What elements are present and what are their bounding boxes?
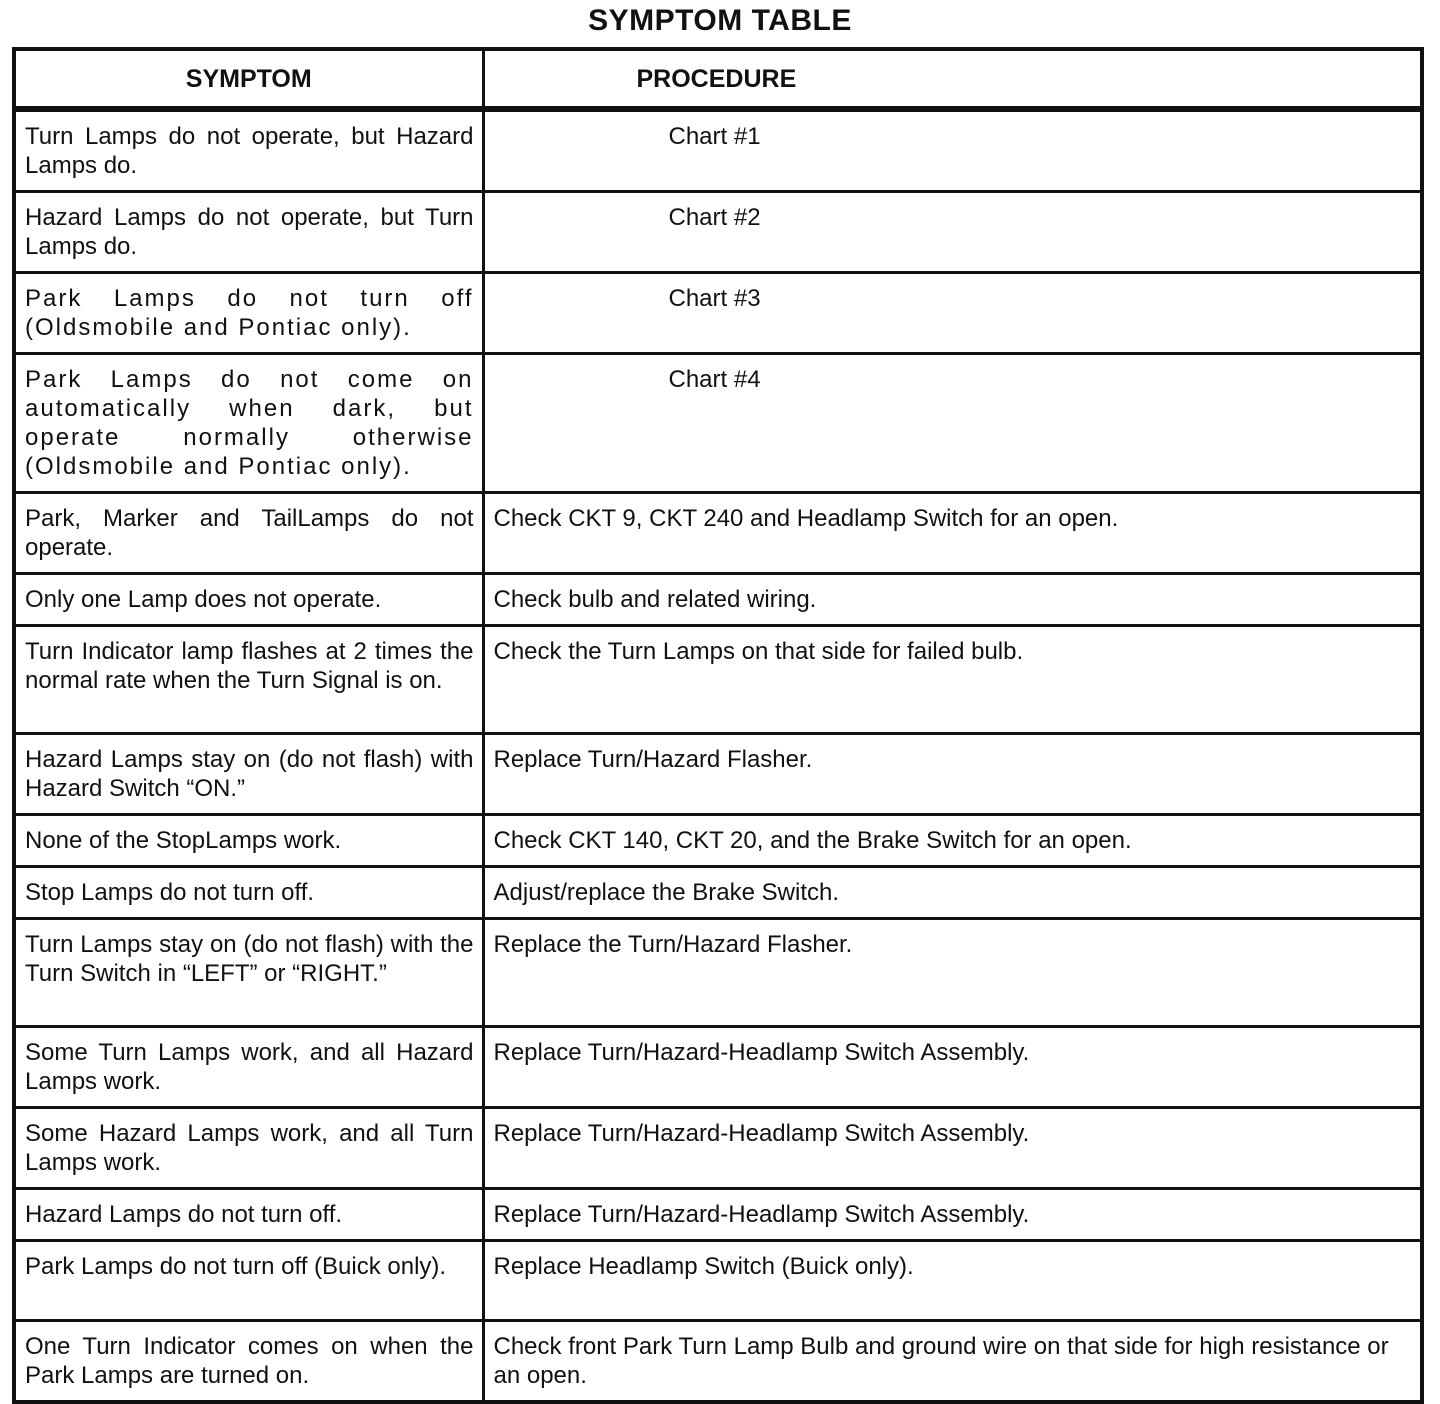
procedure-cell: Replace Headlamp Switch (Buick only). — [483, 1241, 1422, 1321]
table-row — [14, 1321, 1422, 1403]
table-row — [14, 1108, 1422, 1189]
symptom-cell: Some Hazard Lamps work, and all Turn Lamps work. — [14, 1108, 483, 1189]
table-row — [14, 1241, 1422, 1321]
table-row — [14, 354, 1422, 493]
symptom-cell: Turn Lamps do not operate, but Hazard Lamps do. — [14, 109, 483, 192]
symptom-cell: Turn Indicator lamp flashes at 2 times the normal rate when the Turn Signal is on. — [14, 626, 483, 734]
procedure-cell: Replace the Turn/Hazard Flasher. — [483, 919, 1422, 1027]
symptom-cell: Park, Marker and TailLamps do not operate. — [14, 493, 483, 574]
symptom-cell: Hazard Lamps do not turn off. — [14, 1189, 483, 1241]
table-row — [14, 867, 1422, 919]
table-row — [14, 1189, 1422, 1241]
procedure-cell: Chart #2 — [483, 192, 1422, 273]
header-row — [14, 49, 1422, 109]
page-title: SYMPTOM TABLE — [588, 4, 852, 37]
table-row — [14, 109, 1422, 192]
table-row — [14, 734, 1422, 815]
table-row — [14, 273, 1422, 354]
procedure-cell: Check front Park Turn Lamp Bulb and ground wire on that side for high resistance or an open. — [483, 1321, 1422, 1403]
symptom-cell: Hazard Lamps stay on (do not flash) with Hazard Switch “ON.” — [14, 734, 483, 815]
table-header — [14, 49, 1422, 109]
symptom-column-header: SYMPTOM — [14, 49, 483, 109]
procedure-cell: Replace Turn/Hazard-Headlamp Switch Assembly. — [483, 1027, 1422, 1108]
procedure-cell: Check bulb and related wiring. — [483, 574, 1422, 626]
procedure-cell: Check CKT 140, CKT 20, and the Brake Switch for an open. — [483, 815, 1422, 867]
table-row — [14, 626, 1422, 734]
procedure-cell: Chart #1 — [483, 109, 1422, 192]
symptom-cell: Park Lamps do not turn off (Buick only). — [14, 1241, 483, 1321]
procedure-cell: Adjust/replace the Brake Switch. — [483, 867, 1422, 919]
symptom-cell: One Turn Indicator comes on when the Park Lamps are turned on. — [14, 1321, 483, 1403]
symptom-cell: Park Lamps do not come on automatically when dark, but operate normally otherwise (Oldsmobile and Pontiac only). — [14, 354, 483, 493]
procedure-cell: Replace Turn/Hazard-Headlamp Switch Assembly. — [483, 1189, 1422, 1241]
procedure-cell: Chart #3 — [483, 273, 1422, 354]
table-row — [14, 815, 1422, 867]
procedure-cell: Check CKT 9, CKT 240 and Headlamp Switch for an open. — [483, 493, 1422, 574]
procedure-cell: Chart #4 — [483, 354, 1422, 493]
procedure-cell: Check the Turn Lamps on that side for failed bulb. — [483, 626, 1422, 734]
table-row — [14, 192, 1422, 273]
symptom-cell: Stop Lamps do not turn off. — [14, 867, 483, 919]
symptom-table — [12, 47, 1424, 1404]
table-row — [14, 493, 1422, 574]
table-row — [14, 919, 1422, 1027]
symptom-cell: Park Lamps do not turn off (Oldsmobile and Pontiac only). — [14, 273, 483, 354]
symptom-cell: Only one Lamp does not operate. — [14, 574, 483, 626]
table-body — [14, 109, 1422, 1402]
symptom-cell: None of the StopLamps work. — [14, 815, 483, 867]
symptom-cell: Some Turn Lamps work, and all Hazard Lamps work. — [14, 1027, 483, 1108]
table-row — [14, 1027, 1422, 1108]
procedure-cell: Replace Turn/Hazard Flasher. — [483, 734, 1422, 815]
symptom-cell: Turn Lamps stay on (do not flash) with the Turn Switch in “LEFT” or “RIGHT.” — [14, 919, 483, 1027]
symptom-cell: Hazard Lamps do not operate, but Turn Lamps do. — [14, 192, 483, 273]
table-row — [14, 574, 1422, 626]
procedure-cell: Replace Turn/Hazard-Headlamp Switch Assembly. — [483, 1108, 1422, 1189]
procedure-column-header: PROCEDURE — [483, 49, 1422, 109]
